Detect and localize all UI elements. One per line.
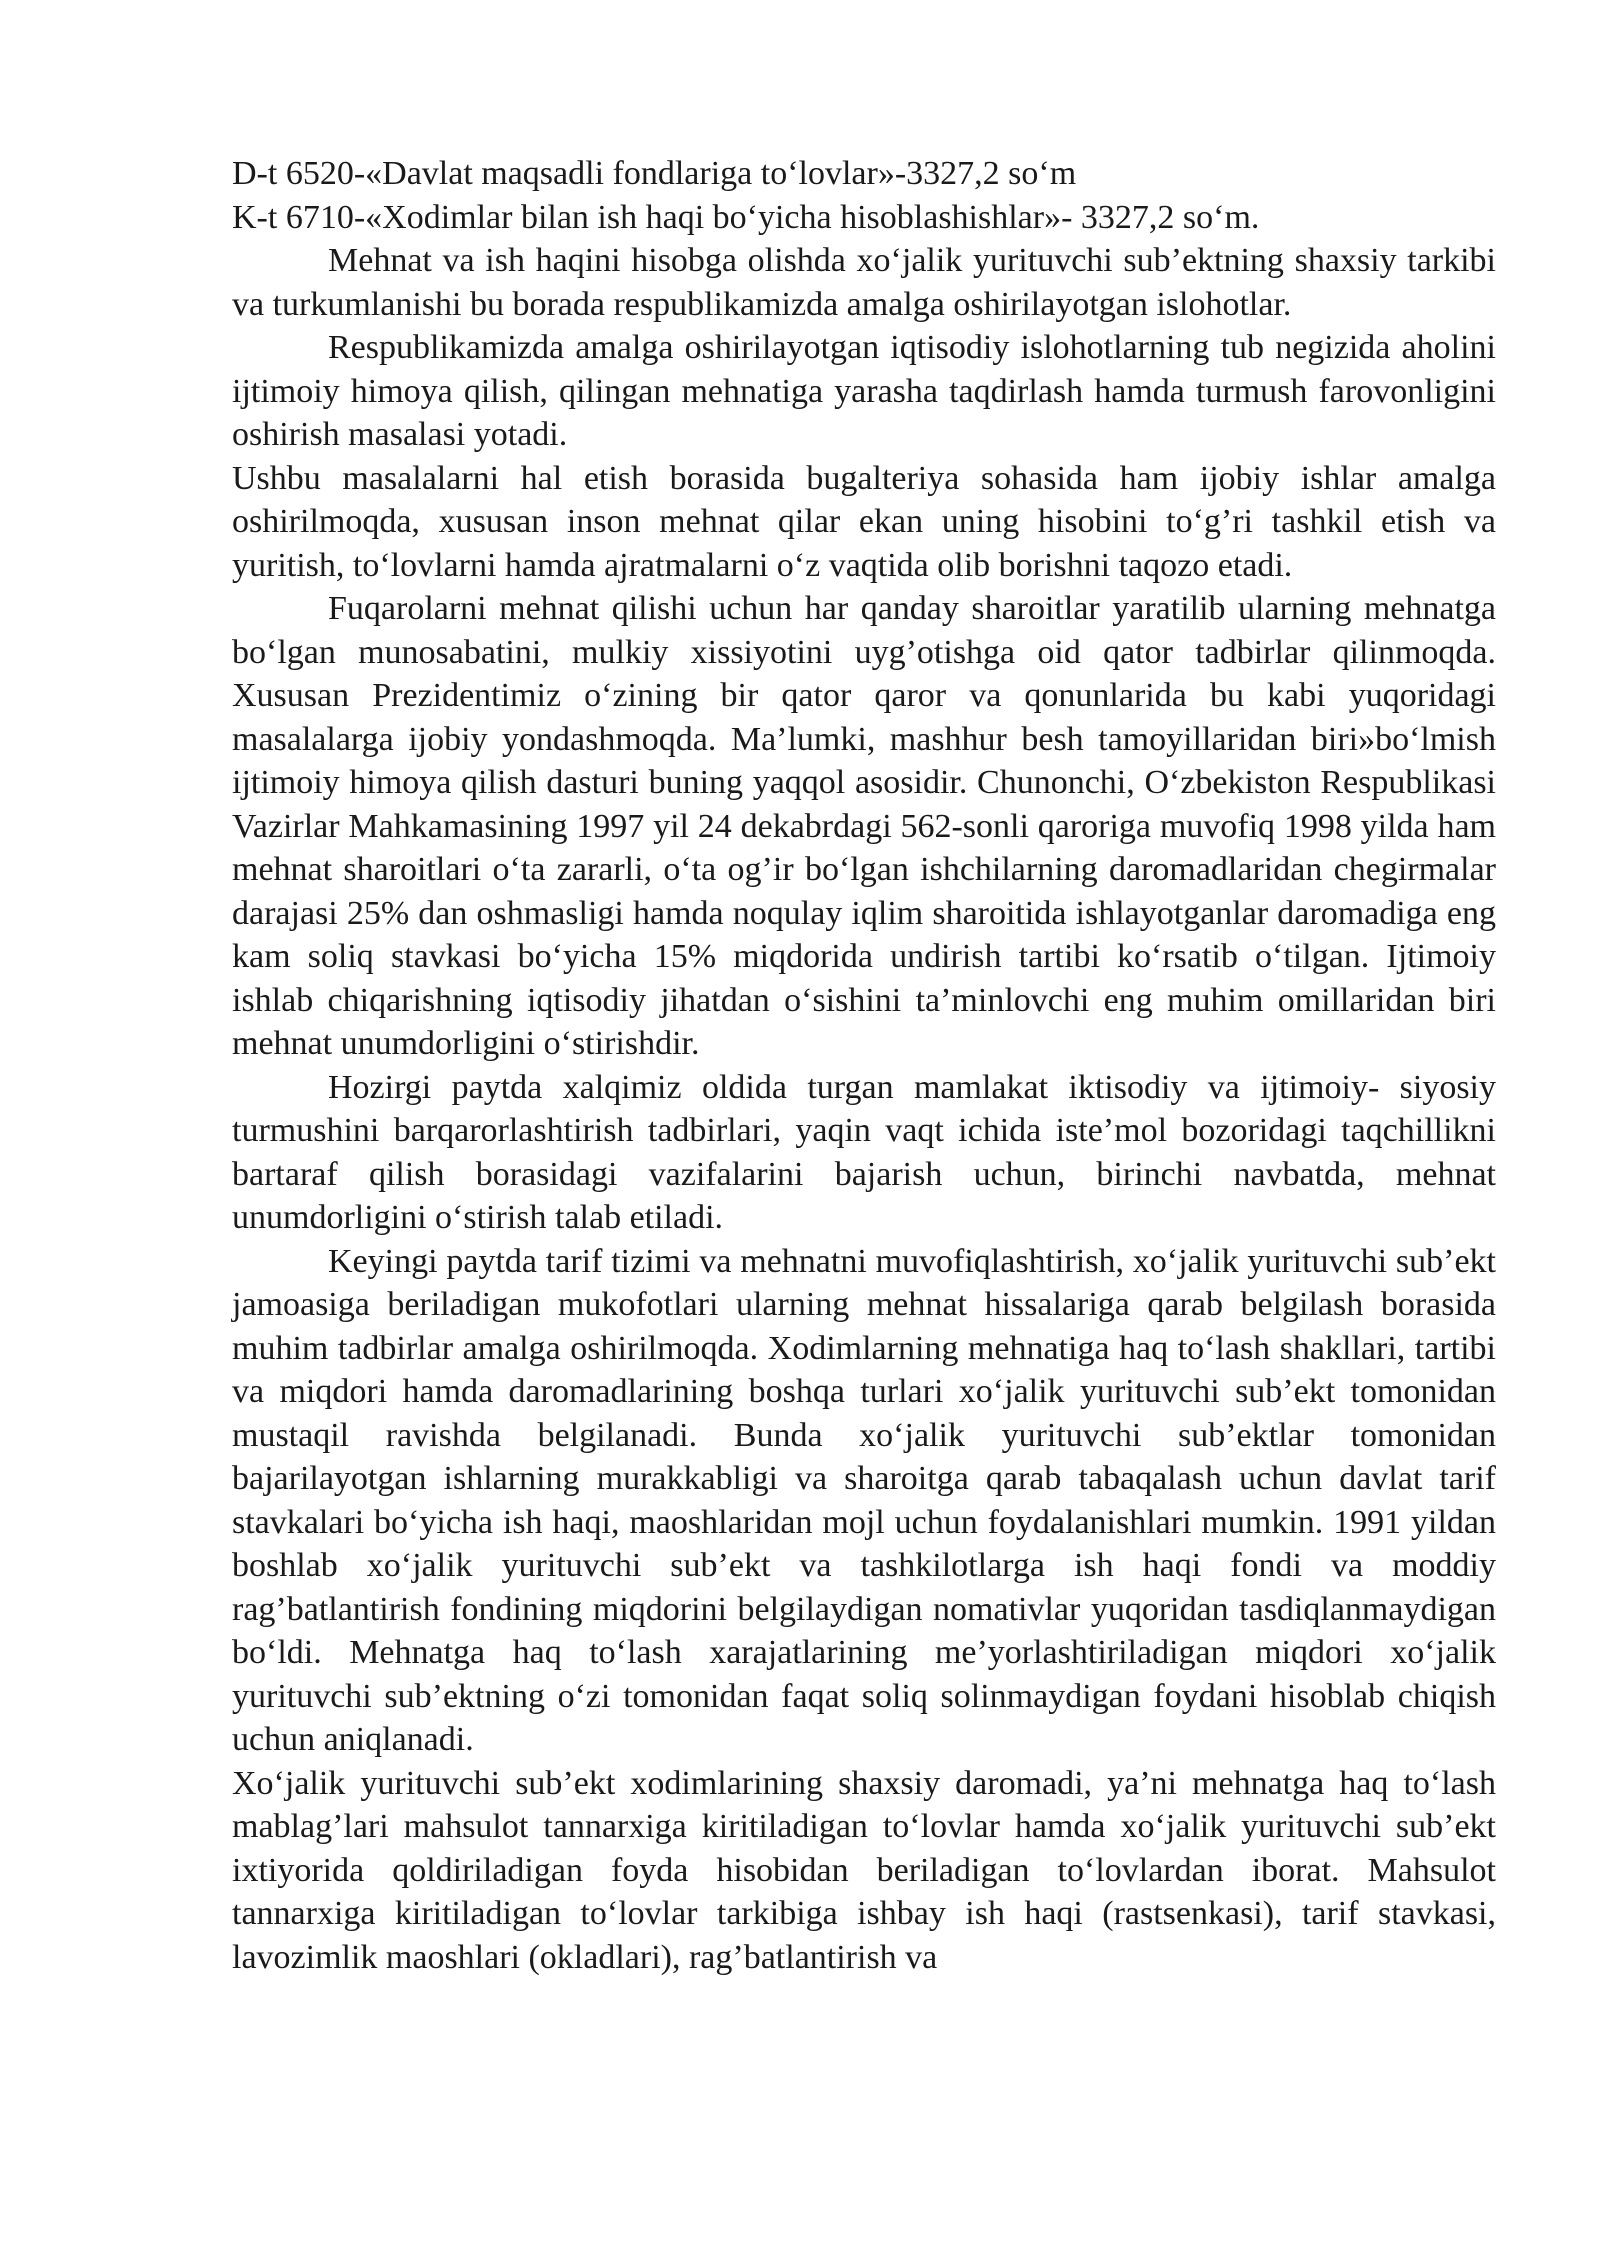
credit-entry: K-t 6710-«Xodimlar bilan ish haqi bo‘yicha hisoblashishlar»- 3327,2 so‘m. bbox=[232, 198, 1260, 236]
paragraph-7: Xo‘jalik yurituvchi sub’ekt xodimlarining shaxsiy daromadi, ya’ni mehnatga haq to‘lash mablag’lari mahsulot tannarxiga kiritiladigan to‘lovlar hamda xo‘jalik yurituvchi sub’ekt ixtiyorida qoldiriladigan foyda hisobidan beriladigan to‘lovlardan iborat. Mahsulot tannarxiga kiritiladigan to‘lovlar tarkibiga ishbay ish haqi (rastsenkasi), tarif stavkasi, lavozimlik maoshlari (okladlari), rag’batlantirish va bbox=[232, 1764, 1496, 1976]
debit-entry: D-t 6520-«Davlat maqsadli fondlariga to‘lovlar»-3327,2 so‘m bbox=[232, 155, 1077, 192]
paragraph-2: Respublikamizda amalga oshirilayotgan iqtisodiy islohotlarning tub negizida aholini ijtimoiy himoya qilish, qilingan mehnatiga yarasha taqdirlash hamda turmush farovonligini oshirish masalasi yotadi. bbox=[232, 329, 1496, 453]
paragraph-1: Mehnat va ish haqini hisobga olishda xo‘jalik yurituvchi sub’ektning shaxsiy tarkibi va turkumlanishi bu borada respublikamizda amalga oshirilayotgan islohotlar. bbox=[232, 242, 1496, 323]
paragraph-6: Keyingi paytda tarif tizimi va mehnatni muvofiqlashtirish, xo‘jalik yurituvchi sub’ekt jamoasiga beriladigan mukofotlari ularning mehnat hissalariga qarab belgilash borasida muhim tadbirlar amalga oshirilmoqda. Xodimlarning mehnatiga haq to‘lash shakllari, tartibi va miqdori hamda daromadlarining boshqa turlari xo‘jalik yurituvchi sub’ekt tomonidan mustaqil ravishda belgilanadi. Bunda xo‘jalik yurituvchi sub’ektlar tomonidan bajarilayotgan ishlarning murakkabligi va sharoitga qarab tabaqalash uchun davlat tarif stavkalari bo‘yicha ish haqi, maoshlaridan mojl uchun foydalanishlari mumkin. 1991 yildan boshlab xo‘jalik yurituvchi sub’ekt va tashkilotlarga ish haqi fondi va moddiy rag’batlantirish fondining miqdorini belgilaydigan nomativlar yuqoridan tasdiqlanmaydigan bo‘ldi. Mehnatga haq to‘lash xarajatlarining me’yorlashtiriladigan miqdori xo‘jalik yurituvchi sub’ektning o‘zi tomonidan faqat soliq solinmaydigan foydani hisoblab chiqish uchun aniqlanadi. bbox=[232, 1242, 1496, 1758]
paragraph-4: Fuqarolarni mehnat qilishi uchun har qanday sharoitlar yaratilib ularning mehnatga bo‘lgan munosabatini, mulkiy xissiyotini uyg’otishga oid qator tadbirlar qilinmoqda. Xususan Prezidentimiz o‘zining bir qator qaror va qonunlarida bu kabi yuqoridagi masalalarga ijobiy yondashmoqda. Ma’lumki, mashhur besh tamoyillaridan biri»bo‘lmish ijtimoiy himoya qilish dasturi buning yaqqol asosidir. Chunonchi, O‘zbekiston Respublikasi Vazirlar Mahkamasining 1997 yil 24 dekabrdagi 562-sonli qaroriga muvofiq 1998 yilda ham mehnat sharoitlari o‘ta zararli, o‘ta og’ir bo‘lgan ishchilarning daromadlaridan chegirmalar darajasi 25% dan oshmasligi hamda noqulay iqlim sharoitida ishlayotganlar daromadiga eng kam soliq stavkasi bo‘yicha 15% miqdorida undirish tartibi ko‘rsatib o‘tilgan. Ijtimoiy ishlab chiqarishning iqtisodiy jihatdan o‘sishini ta’minlovchi eng muhim omillaridan biri mehnat unumdorligini o‘stirishdir. bbox=[232, 590, 1496, 1062]
paragraph-3: Ushbu masalalarni hal etish borasida bugalteriya sohasida ham ijobiy ishlar amalga oshirilmoqda, xususan inson mehnat qilar ekan uning hisobini to‘g’ri tashkil etish va yuritish, to‘lovlarni hamda ajratmalarni o‘z vaqtida olib borishni taqozo etadi. bbox=[232, 459, 1496, 584]
paragraph-5: Hozirgi paytda xalqimiz oldida turgan mamlakat iktisodiy va ijtimoiy- siyosiy turmushini barqarorlashtirish tadbirlari, yaqin vaqt ichida iste’mol bozoridagi taqchillikni bartaraf qilish borasidagi vazifalarini bajarish uchun, birinchi navbatda, mehnat unumdorligini o‘stirish talab etiladi. bbox=[232, 1068, 1496, 1236]
document-page bbox=[232, 152, 1496, 1979]
